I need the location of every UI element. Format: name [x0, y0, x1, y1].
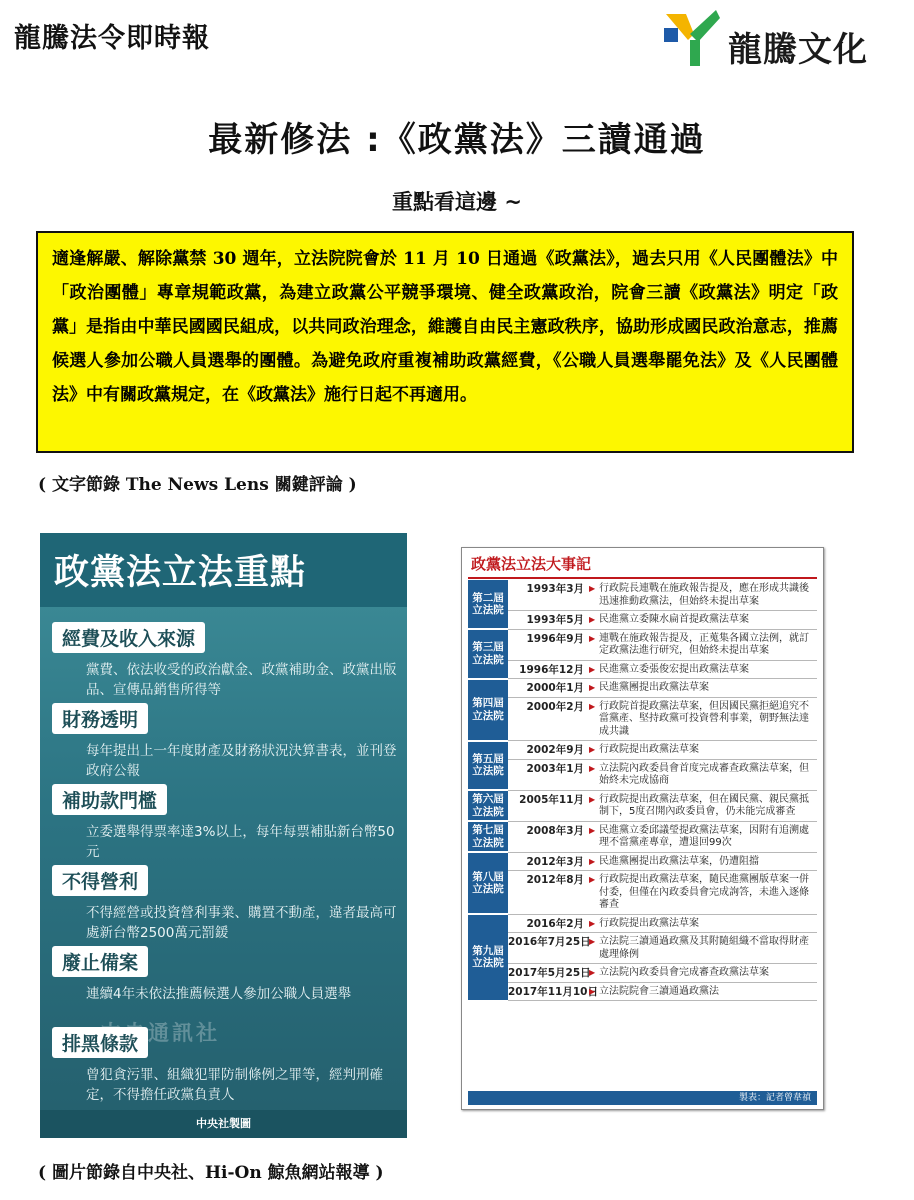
event-description: ▶ 行政院首提政黨法草案，但因國民黨拒絕追究不當黨產、堅持政黨可投資營利事業，朝野無法達成共識 — [587, 697, 817, 741]
event-description: ▶ 立法院三讀通過政黨及其附隨組織不當取得財產處理條例 — [587, 933, 817, 964]
infographic-section — [52, 946, 397, 1004]
infographic-section — [52, 703, 397, 781]
event-description: ▶ 行政院提出政黨法草案，但在國民黨、親民黨抵制下，5度召開內政委員會，仍未能完成審查 — [587, 790, 817, 821]
event-date: 2016年2月 — [508, 914, 587, 933]
section-heading: 補助款門檻 — [52, 784, 167, 815]
event-description: ▶ 立法院內政委員會首度完成審查政黨法草案，但始終未完成協商 — [587, 759, 817, 790]
section-body: 不得經營或投資營利事業、購置不動產，違者最高可處新台幣2500萬元罰鍰 — [86, 905, 397, 941]
event-description: ▶ 民進黨團提出政黨法草案 — [587, 679, 817, 698]
infographic-credit: 中央社製圖 — [40, 1110, 407, 1138]
image-source-caption: ( 圖片節錄自中央社、Hi-On 鯨魚網站報導 ) — [38, 1163, 384, 1183]
timeline-row — [468, 580, 817, 611]
timeline-row — [468, 790, 817, 821]
event-description: ▶ 行政院提出政黨法草案，隨民進黨團版草案一併付委，但僅在內政委員會完成詢答，未進入逐條審查 — [587, 871, 817, 915]
newsletter-title: 龍騰法令即時報 — [14, 23, 210, 54]
timeline-row — [468, 697, 817, 741]
timeline-row — [468, 964, 817, 983]
legislature-term: 第二屆 立法院 — [468, 580, 508, 629]
timeline-row — [468, 914, 817, 933]
timeline-title-rule — [468, 577, 817, 579]
timeline-row — [468, 933, 817, 964]
brand-name: 龍騰文化 — [728, 30, 868, 70]
event-date: 2012年3月 — [508, 852, 587, 871]
event-description: ▶ 行政院提出政黨法草案 — [587, 914, 817, 933]
section-body: 連續4年未依法推薦候選人參加公職人員選舉 — [86, 986, 352, 1002]
event-date: 2002年9月 — [508, 741, 587, 760]
legislature-term: 第八屆 立法院 — [468, 852, 508, 914]
timeline-title: 政黨法立法大事記 — [471, 555, 592, 573]
timeline-row — [468, 821, 817, 852]
event-description: ▶ 立法院內政委員會完成審查政黨法草案 — [587, 964, 817, 983]
infographic-key-points — [40, 533, 407, 1138]
event-description: ▶ 民進黨團提出政黨法草案，仍遭阻擋 — [587, 852, 817, 871]
event-description: ▶ 行政院提出政黨法草案 — [587, 741, 817, 760]
section-body: 每年提出上一年度財產及財務狀況決算書表，並刊登政府公報 — [86, 743, 397, 779]
timeline-row — [468, 660, 817, 679]
section-heading: 不得營利 — [52, 865, 148, 896]
event-date: 2017年5月25日 — [508, 964, 587, 983]
timeline-row — [468, 852, 817, 871]
page-subtitle: 重點看這邊 ~ — [392, 190, 522, 214]
legislature-term: 第九屆 立法院 — [468, 914, 508, 1001]
event-date: 2012年8月 — [508, 871, 587, 915]
legislature-term: 第四屆 立法院 — [468, 679, 508, 741]
event-date: 2003年1月 — [508, 759, 587, 790]
event-date: 2017年11月10日 — [508, 982, 587, 1001]
page-title: 最新修法 :《政黨法》三讀通過 — [208, 120, 706, 160]
timeline-row — [468, 759, 817, 790]
section-body: 曾犯貪污罪、組織犯罪防制條例之罪等，經判刑確定，不得擔任政黨負責人 — [86, 1067, 383, 1103]
section-body: 立委選舉得票率達3%以上，每年每票補貼新台幣50元 — [86, 824, 395, 860]
event-date: 2000年1月 — [508, 679, 587, 698]
event-description: ▶ 連戰在施政報告提及，正蒐集各國立法例，就訂定政黨法進行研究，但始終未提出草案 — [587, 629, 817, 660]
timeline-row — [468, 982, 817, 1001]
infographic-title: 政黨法立法重點 — [54, 552, 307, 593]
legislature-term: 第五屆 立法院 — [468, 741, 508, 791]
section-body: 黨費、依法收受的政治獻金、政黨補助金、政黨出版品、宣傳品銷售所得等 — [86, 662, 397, 698]
event-date: 1993年5月 — [508, 611, 587, 630]
event-date: 2016年7月25日 — [508, 933, 587, 964]
event-description: ▶ 民進黨立委陳水扁首提政黨法草案 — [587, 611, 817, 630]
timeline-row — [468, 679, 817, 698]
section-heading: 廢止備案 — [52, 946, 148, 977]
event-date: 1996年9月 — [508, 629, 587, 660]
event-description: ▶ 民進黨立委邱議瑩提政黨法草案，因附有追溯處理不當黨產專章，遭退回99次 — [587, 821, 817, 852]
timeline-row — [468, 611, 817, 630]
event-date: 2005年11月 — [508, 790, 587, 821]
event-description: ▶ 民進黨立委張俊宏提出政黨法草案 — [587, 660, 817, 679]
event-date: 2008年3月 — [508, 821, 587, 852]
timeline-table-card — [461, 547, 824, 1110]
watermark: 中央通訊社 — [100, 1021, 220, 1045]
section-heading: 財務透明 — [52, 703, 148, 734]
text-source-caption: ( 文字節錄 The News Lens 關鍵評論 ) — [38, 475, 357, 495]
summary-text: 適逢解嚴、解除黨禁 30 週年，立法院院會於 11 月 10 日通過《政黨法》，過去只用《人民團體法》中「政治團體」專章規範政黨，為建立政黨公平競爭環境、健全政黨政治，院會三讀《政黨法》明定「政黨」是指由中華民國國民組成，以共同政治理念，維護自由民主憲政秩序，協助形成國民政治意志，推薦候選人參加公職人員選舉的團體。為避免政府重複補助政黨經費，《公職人員選舉罷免法》及《人民團體法》中有關政黨規定，在《政黨法》施行日起不再適用。 — [52, 249, 838, 405]
brand-mark-icon — [660, 4, 724, 70]
brand-logo — [660, 4, 914, 70]
summary-box — [36, 231, 854, 453]
infographic-section — [52, 784, 397, 862]
event-date: 1993年3月 — [508, 580, 587, 611]
timeline-row — [468, 871, 817, 915]
section-heading: 排黑條款 — [52, 1027, 148, 1058]
section-heading: 經費及收入來源 — [52, 622, 205, 653]
event-description: ▶ 立法院院會三讀通過政黨法 — [587, 982, 817, 1001]
legislature-term: 第七屆 立法院 — [468, 821, 508, 852]
event-date: 2000年2月 — [508, 697, 587, 741]
event-date: 1996年12月 — [508, 660, 587, 679]
timeline-row — [468, 741, 817, 760]
event-description: ▶ 行政院長連戰在施政報告提及，應在形成共識後迅速推動政黨法，但始終未提出草案 — [587, 580, 817, 611]
infographic-section — [52, 622, 397, 700]
timeline-row — [468, 629, 817, 660]
legislature-term: 第六屆 立法院 — [468, 790, 508, 821]
timeline-credit: 製表：記者曾韋禎 — [468, 1091, 817, 1105]
legislature-term: 第三屆 立法院 — [468, 629, 508, 679]
timeline-table — [468, 580, 817, 1002]
infographic-section — [52, 865, 397, 943]
